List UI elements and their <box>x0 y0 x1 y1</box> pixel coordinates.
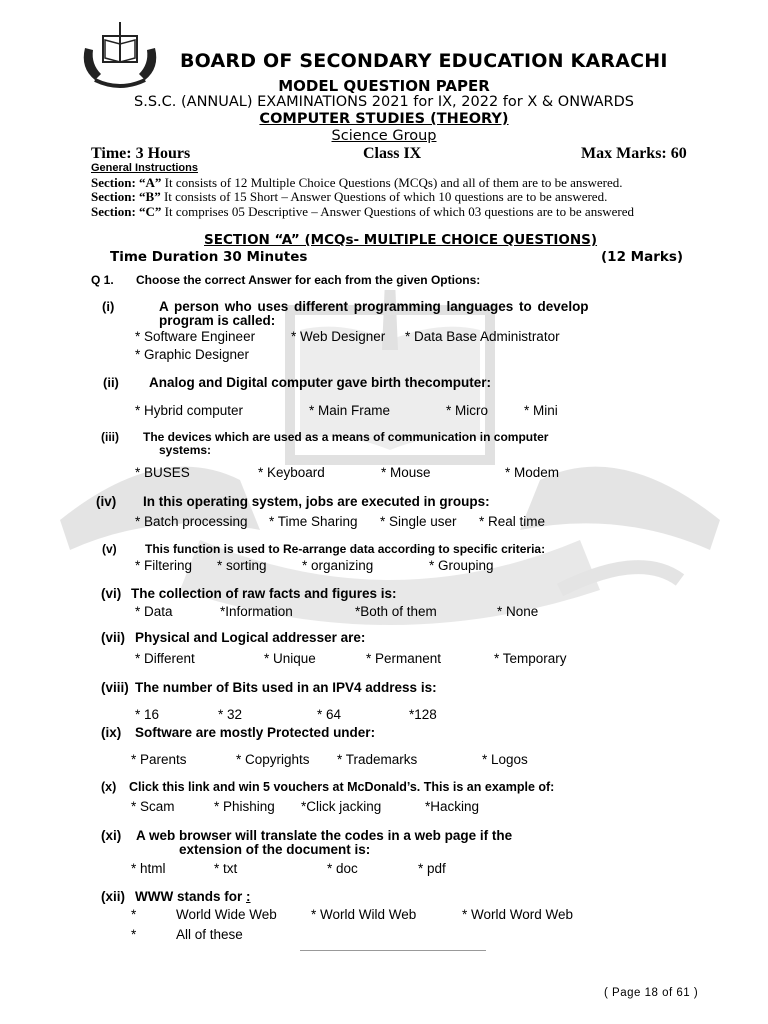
instruction-b-text: It consists of 15 Short – Answer Questions of which 10 questions are to be answered. <box>160 189 608 204</box>
mcq-option: * Parents <box>131 752 187 767</box>
mcq-option: * Hybrid computer <box>135 403 244 418</box>
instruction-a-text: It consists of 12 Multiple Choice Questions (MCQs) and all of them are to be answered. <box>161 175 623 190</box>
mcq-option: All of these <box>176 927 243 942</box>
end-divider <box>300 950 486 951</box>
mcq-option: * Unique <box>264 651 316 666</box>
mcq-option: * Grouping <box>429 558 494 573</box>
mcq-option: * Web Designer <box>291 329 386 344</box>
mcq-number: (ii) <box>103 375 119 390</box>
mcq-option: * Graphic Designer <box>135 347 250 362</box>
mcq-text: The number of Bits used in an IPV4 address is: <box>135 680 437 695</box>
question-number: Q 1. <box>91 273 114 287</box>
mcq-option: * Keyboard <box>258 465 325 480</box>
mcq-number: (x) <box>101 780 117 794</box>
mcq-option: * Real time <box>479 514 546 529</box>
mcq-option: * 32 <box>218 707 243 722</box>
board-title: BOARD OF SECONDARY EDUCATION KARACHI <box>180 50 668 72</box>
mcq-option: * Mini <box>524 403 558 418</box>
mcq-option: * None <box>497 604 539 619</box>
mcq-text-cont: extension of the document is: <box>179 842 371 857</box>
mcq-option: * Software Engineer <box>135 329 256 344</box>
mcq-text: Analog and Digital computer gave birth thecomputer: <box>149 375 492 390</box>
mcq-number: (ix) <box>101 725 122 740</box>
mcq-option: * doc <box>327 861 358 876</box>
mcq-option: *128 <box>409 707 437 722</box>
page-footer: ( Page 18 of 61 ) <box>604 987 699 999</box>
max-marks: Max Marks: 60 <box>581 145 687 162</box>
mcq-option: * Data Base Administrator <box>405 329 560 344</box>
mcq-option: * Modem <box>505 465 560 480</box>
mcq-option: * World Wild Web <box>311 907 417 922</box>
group-title: Science Group <box>331 128 437 144</box>
mcq-option: * Time Sharing <box>269 514 358 529</box>
mcq-text: This function is used to Re-arrange data according to specific criteria: <box>145 542 546 556</box>
mcq-text-main: WWW stands for <box>135 889 246 904</box>
mcq-option: * World Word Web <box>462 907 574 922</box>
mcq-option: * Mouse <box>381 465 431 480</box>
mcq-text: Click this link and win 5 vouchers at McDonald’s. This is an example of: <box>129 780 555 794</box>
mcq-option: *Both of them <box>355 604 437 619</box>
mcq-number: (vii) <box>101 630 126 645</box>
section-a-marks: (12 Marks) <box>601 249 684 265</box>
mcq-text-cont: systems: <box>159 443 212 457</box>
mcq-option: World Wide Web <box>176 907 277 922</box>
instruction-a <box>91 175 711 190</box>
class-label: Class IX <box>363 145 422 162</box>
mcq-text: A web browser will translate the codes in a web page if the <box>136 828 513 843</box>
question-instruction: Choose the correct Answer for each from the given Options: <box>136 273 481 287</box>
mcq-option: * Logos <box>482 752 528 767</box>
paper-type: MODEL QUESTION PAPER <box>278 77 490 95</box>
mcq-number: (i) <box>102 299 115 314</box>
mcq-option: *Hacking <box>425 799 480 814</box>
mcq-number: (xi) <box>101 828 122 843</box>
mcq-option: * Temporary <box>494 651 567 666</box>
mcq-text <box>135 889 251 904</box>
instruction-c <box>91 204 681 219</box>
mcq-number: (iv) <box>96 494 117 509</box>
section-a-duration: Time Duration 30 Minutes <box>110 249 308 265</box>
mcq-option: * Permanent <box>366 651 442 666</box>
mcq-text: The collection of raw facts and figures is: <box>131 586 397 601</box>
mcq-text: A person who uses different programming languages to develop <box>159 299 589 314</box>
mcq-option: * txt <box>214 861 238 876</box>
exam-title: S.S.C. (ANNUAL) EXAMINATIONS 2021 for IX, 2022 for X & ONWARDS <box>134 94 634 110</box>
instruction-c-text: It comprises 05 Descriptive – Answer Questions of which 03 questions are to be answered <box>161 204 635 219</box>
mcq-option: * Main Frame <box>309 403 391 418</box>
instruction-a-label: Section: “A” <box>91 175 162 190</box>
mcq-text: Physical and Logical addresser are: <box>135 630 366 645</box>
mcq-option-bullet: * <box>131 907 137 922</box>
mcq-option: * Scam <box>131 799 175 814</box>
mcq-option: * Data <box>135 604 173 619</box>
mcq-number: (iii) <box>101 430 119 444</box>
mcq-option: * organizing <box>302 558 374 573</box>
mcq-option: * 16 <box>135 707 160 722</box>
mcq-option: * Phishing <box>214 799 275 814</box>
instructions-heading: General Instructions <box>91 162 198 174</box>
mcq-option-bullet: * <box>131 927 137 942</box>
instruction-c-label: Section: “C” <box>91 204 162 219</box>
mcq-option: * 64 <box>317 707 342 722</box>
mcq-number: (viii) <box>101 680 129 695</box>
mcq-option: * Copyrights <box>236 752 310 767</box>
mcq-number: (xii) <box>101 889 126 904</box>
mcq-option: * BUSES <box>135 465 190 480</box>
mcq-option: * Filtering <box>135 558 193 573</box>
mcq-number: (v) <box>102 542 117 556</box>
time-allowed: Time: 3 Hours <box>91 145 191 162</box>
mcq-option: *Information <box>220 604 293 619</box>
instruction-b <box>91 189 711 204</box>
mcq-number: (vi) <box>101 586 122 601</box>
mcq-option: * Different <box>135 651 195 666</box>
mcq-option: * Single user <box>380 514 457 529</box>
mcq-text-cont: program is called: <box>159 313 276 328</box>
mcq-text: In this operating system, jobs are executed in groups: <box>143 494 490 509</box>
mcq-text-colon: : <box>246 889 251 904</box>
instruction-b-label: Section: “B” <box>91 189 161 204</box>
mcq-option: * Micro <box>446 403 489 418</box>
subject-title: COMPUTER STUDIES (THEORY) <box>259 111 509 127</box>
mcq-option: * Batch processing <box>135 514 248 529</box>
mcq-text: The devices which are used as a means of communication in computer <box>143 430 549 444</box>
mcq-option: * pdf <box>418 861 446 876</box>
mcq-option: *Click jacking <box>301 799 382 814</box>
mcq-option: * html <box>131 861 166 876</box>
mcq-option: * sorting <box>217 558 267 573</box>
mcq-option: * Trademarks <box>337 752 418 767</box>
section-a-title: SECTION “A” (MCQs- MULTIPLE CHOICE QUESTIONS) <box>204 232 598 248</box>
mcq-text: Software are mostly Protected under: <box>135 725 376 740</box>
